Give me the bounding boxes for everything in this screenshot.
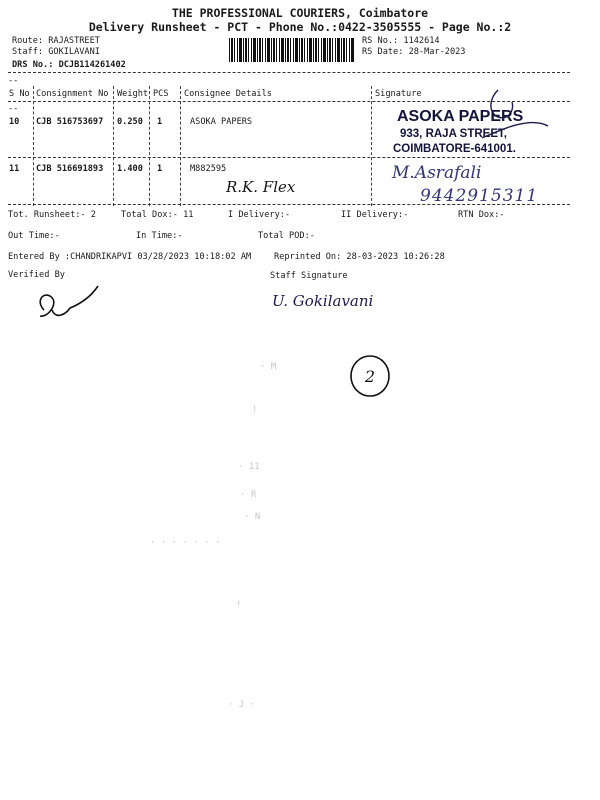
show-through-mark: · R [240, 490, 257, 500]
handwritten-receiver-phone: 9442915311 [420, 186, 539, 206]
column-separator [33, 86, 34, 206]
total-dox: Total Dox:- 11 [121, 210, 194, 220]
show-through-mark: · M [260, 362, 277, 372]
runsheet-subtitle: Delivery Runsheet - PCT - Phone No.:0422-3505555 - Page No.:2 [88, 20, 512, 34]
row-pcs: 1 [157, 117, 163, 127]
col-header-consignment: Consignment No [36, 89, 109, 99]
row-consignee: M882595 [190, 164, 227, 174]
handwritten-staff-name: U. Gokilavani [272, 292, 374, 310]
receiver-signature-1 [370, 86, 570, 166]
col-header-pcs: PCS [153, 89, 169, 99]
rs-date: RS Date: 28-Mar-2023 [362, 47, 466, 57]
col-header-consignee: Consignee Details [184, 89, 272, 99]
col-header-sno: S No [9, 89, 30, 99]
reprinted-on: Reprinted On: 28-03-2023 10:26:28 [274, 252, 445, 262]
show-through-mark: · J · [228, 700, 256, 710]
row-consignment: CJB 516691893 [36, 164, 104, 174]
col-header-weight: Weight [117, 89, 149, 99]
company-title: THE PROFESSIONAL COURIERS, Coimbatore [171, 6, 429, 20]
dash-mark: -- [8, 76, 19, 86]
circled-page-number [346, 352, 396, 402]
row-consignment: CJB 516753697 [36, 117, 104, 127]
rtn-dox: RTN Dox:- [458, 210, 505, 220]
staff-label: Staff: GOKILAVANI [12, 47, 100, 57]
entered-by: Entered By :CHANDRIKAPVI 03/28/2023 10:18:02 AM [8, 252, 252, 262]
handwritten-receiver-name: M.Asrafali [392, 163, 482, 183]
staff-signature-label: Staff Signature [270, 271, 348, 281]
barcode [229, 38, 354, 62]
show-through-mark: ! [252, 405, 258, 415]
route-label: Route: RAJASTREET [12, 36, 100, 46]
show-through-mark: · · · · · · · [150, 538, 221, 548]
stamp-line-1: ASOKA PAPERS [397, 108, 524, 125]
in-time: In Time:- [136, 231, 183, 241]
total-pod: Total POD:- [258, 231, 315, 241]
page-number-text: 2 [364, 367, 376, 386]
dash-mark: -- [8, 104, 19, 114]
out-time: Out Time:- [8, 231, 60, 241]
stamp-line-2: 933, RAJA STREET, [400, 128, 507, 140]
ii-delivery: II Delivery:- [341, 210, 409, 220]
show-through-mark: · N [244, 512, 261, 522]
column-separator [149, 86, 150, 206]
rs-number: RS No.: 1142614 [362, 36, 440, 46]
i-delivery: I Delivery:- [228, 210, 291, 220]
row-pcs: 1 [157, 164, 163, 174]
verified-by-label: Verified By [8, 270, 65, 280]
row-consignee: ASOKA PAPERS [190, 117, 253, 127]
total-runsheet: Tot. Runsheet:- 2 [8, 210, 96, 220]
divider-totals [8, 204, 570, 205]
show-through-mark: ! [236, 600, 242, 610]
col-header-signature: Signature [375, 89, 422, 99]
column-separator [180, 86, 181, 206]
drs-number: DRS No.: DCJB114261402 [12, 60, 126, 70]
stamp-line-3: COIMBATORE-641001. [393, 143, 516, 155]
divider-row [8, 157, 570, 158]
row-weight: 1.400 [117, 164, 143, 174]
divider-top [8, 72, 570, 73]
row-sno: 10 [9, 117, 20, 127]
handwritten-rk-flex: R.K. Flex [226, 178, 296, 196]
verifier-signature [30, 280, 110, 330]
row-weight: 0.250 [117, 117, 143, 127]
column-separator [113, 86, 114, 206]
show-through-mark: · 11 [238, 462, 260, 472]
row-sno: 11 [9, 164, 20, 174]
